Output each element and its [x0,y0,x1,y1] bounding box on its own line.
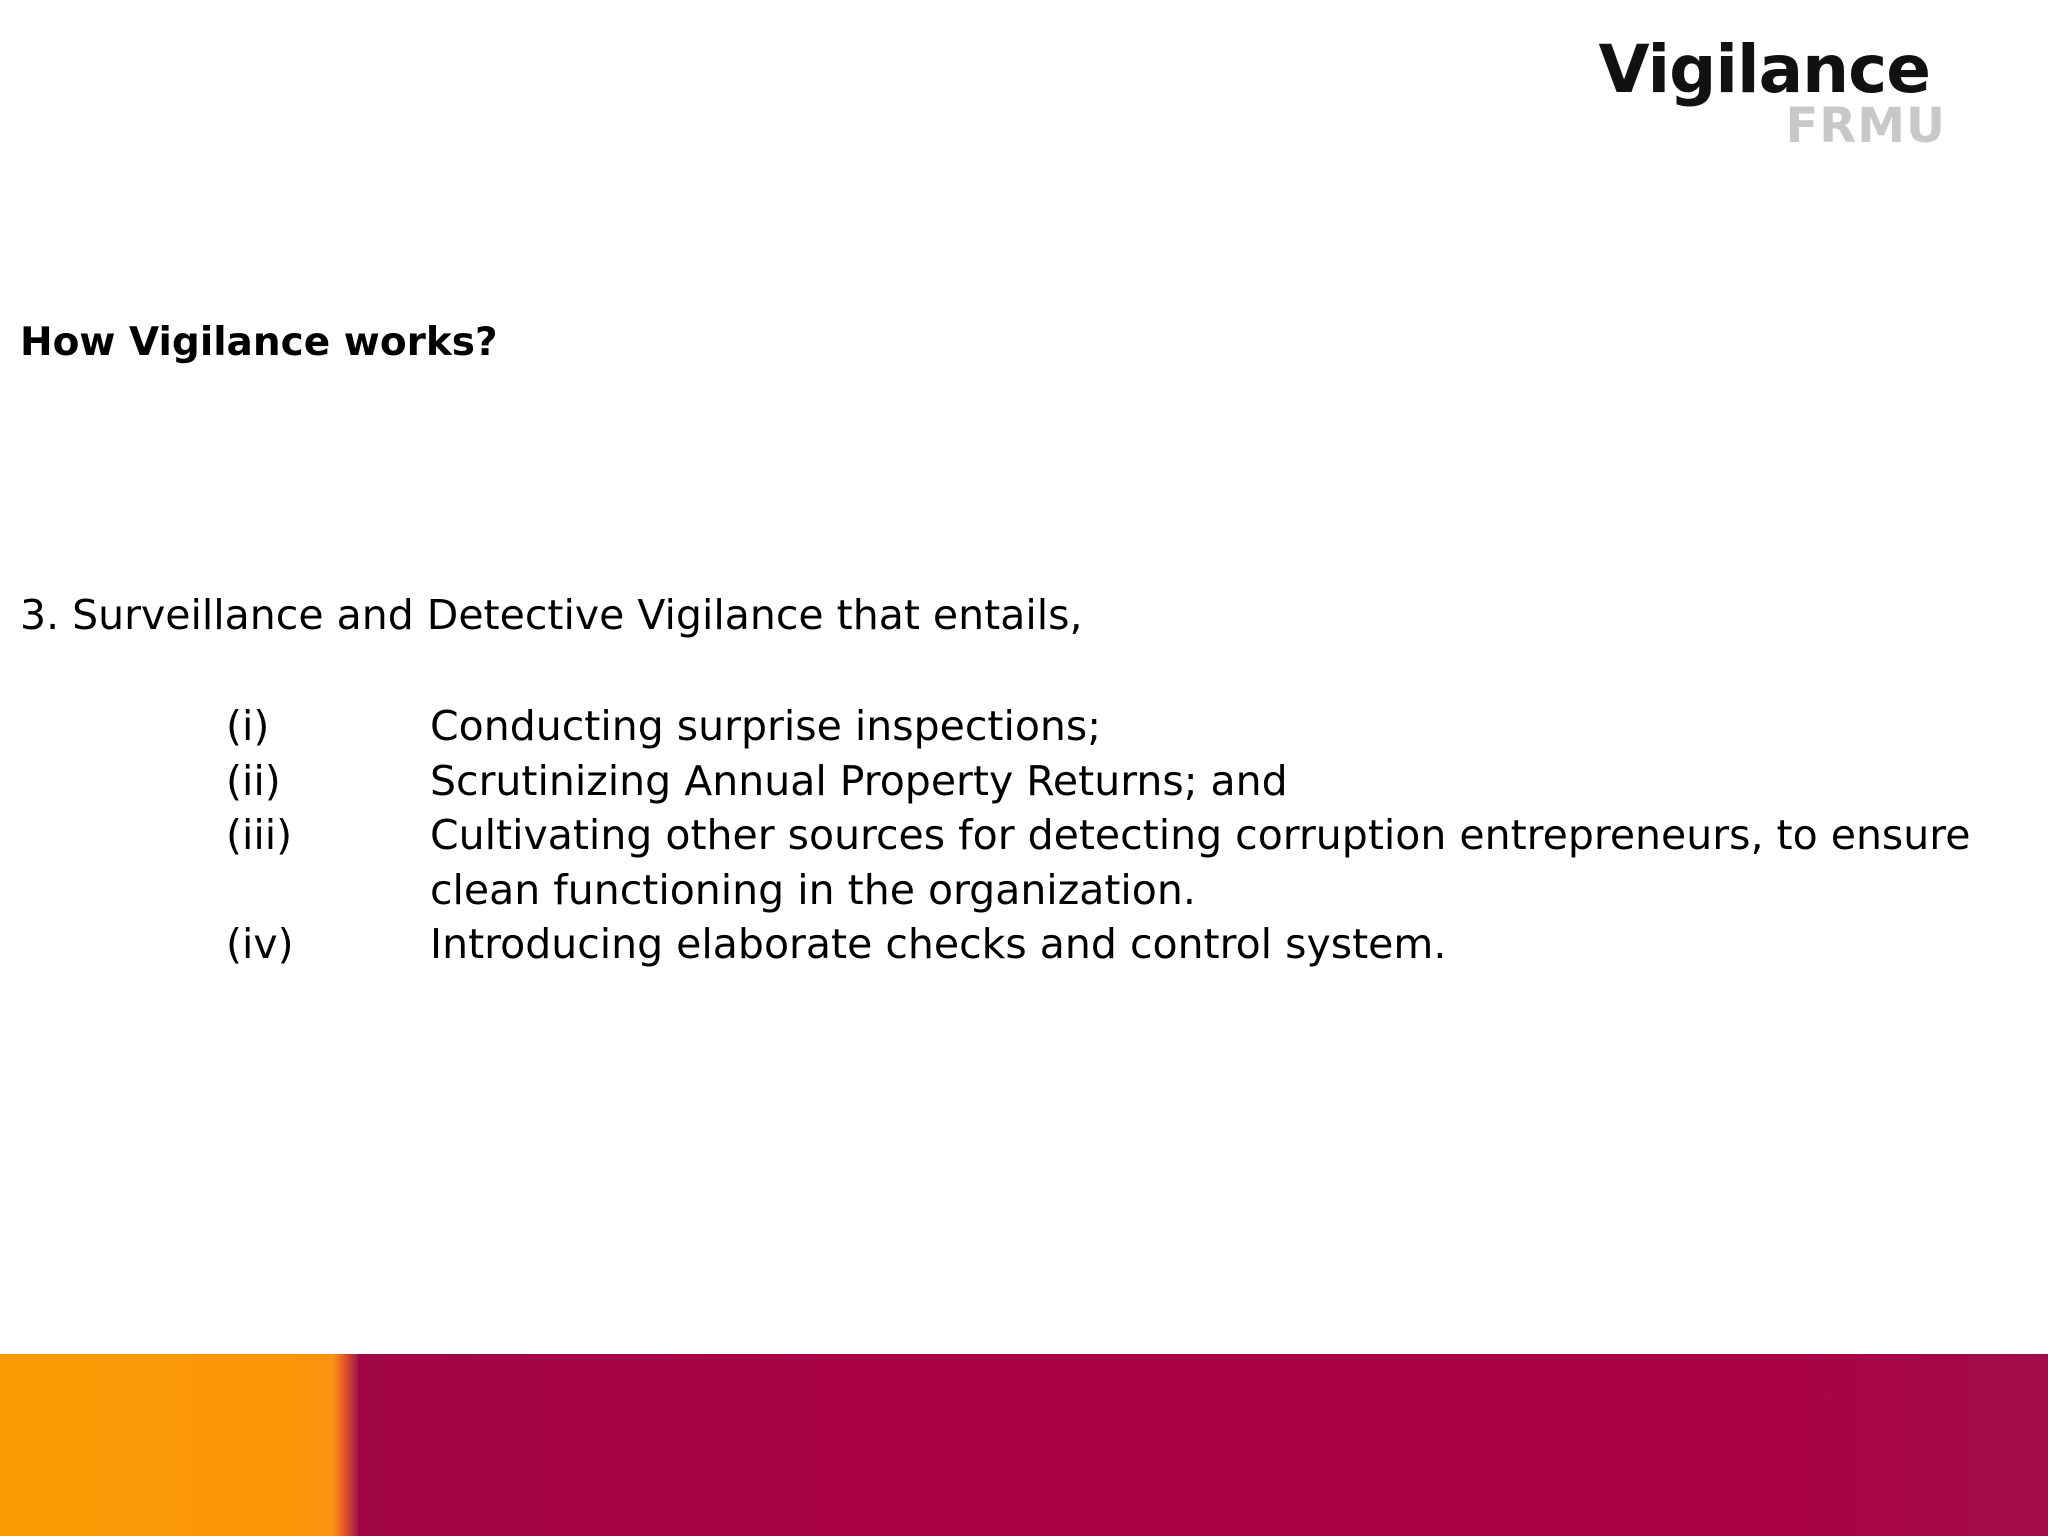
list-item [226,699,2016,754]
list-item-number: (iii) [226,811,293,859]
logo-title: Vigilance [1598,31,1930,108]
list-item-text: Scrutinizing Annual Property Returns; and [430,756,1288,805]
list-item-number: (iv) [226,920,294,968]
footer-magenta-block [358,1354,2048,1536]
footer-orange-block [0,1354,358,1536]
list-item [226,808,2016,917]
vigilance-logo [1546,28,1946,158]
list-item-text: Conducting surprise inspections; [430,702,1102,750]
list-item-number: (ii) [226,756,281,805]
activity-list [226,699,2016,972]
list-item-text: Introducing elaborate checks and control system. [430,920,1447,968]
section-intro: 3. Surveillance and Detective Vigilance that entails, [20,591,1083,639]
logo-subtitle: FRMU [1785,98,1946,154]
list-item [226,917,2016,972]
list-item-number: (i) [226,702,270,750]
slide-heading: How Vigilance works? [20,320,498,365]
footer-color-bar [0,1354,2048,1536]
list-item-text: Cultivating other sources for detecting corruption entrepreneurs, to ensure clean functioning in the organization. [430,811,1971,914]
list-item [226,754,2016,809]
